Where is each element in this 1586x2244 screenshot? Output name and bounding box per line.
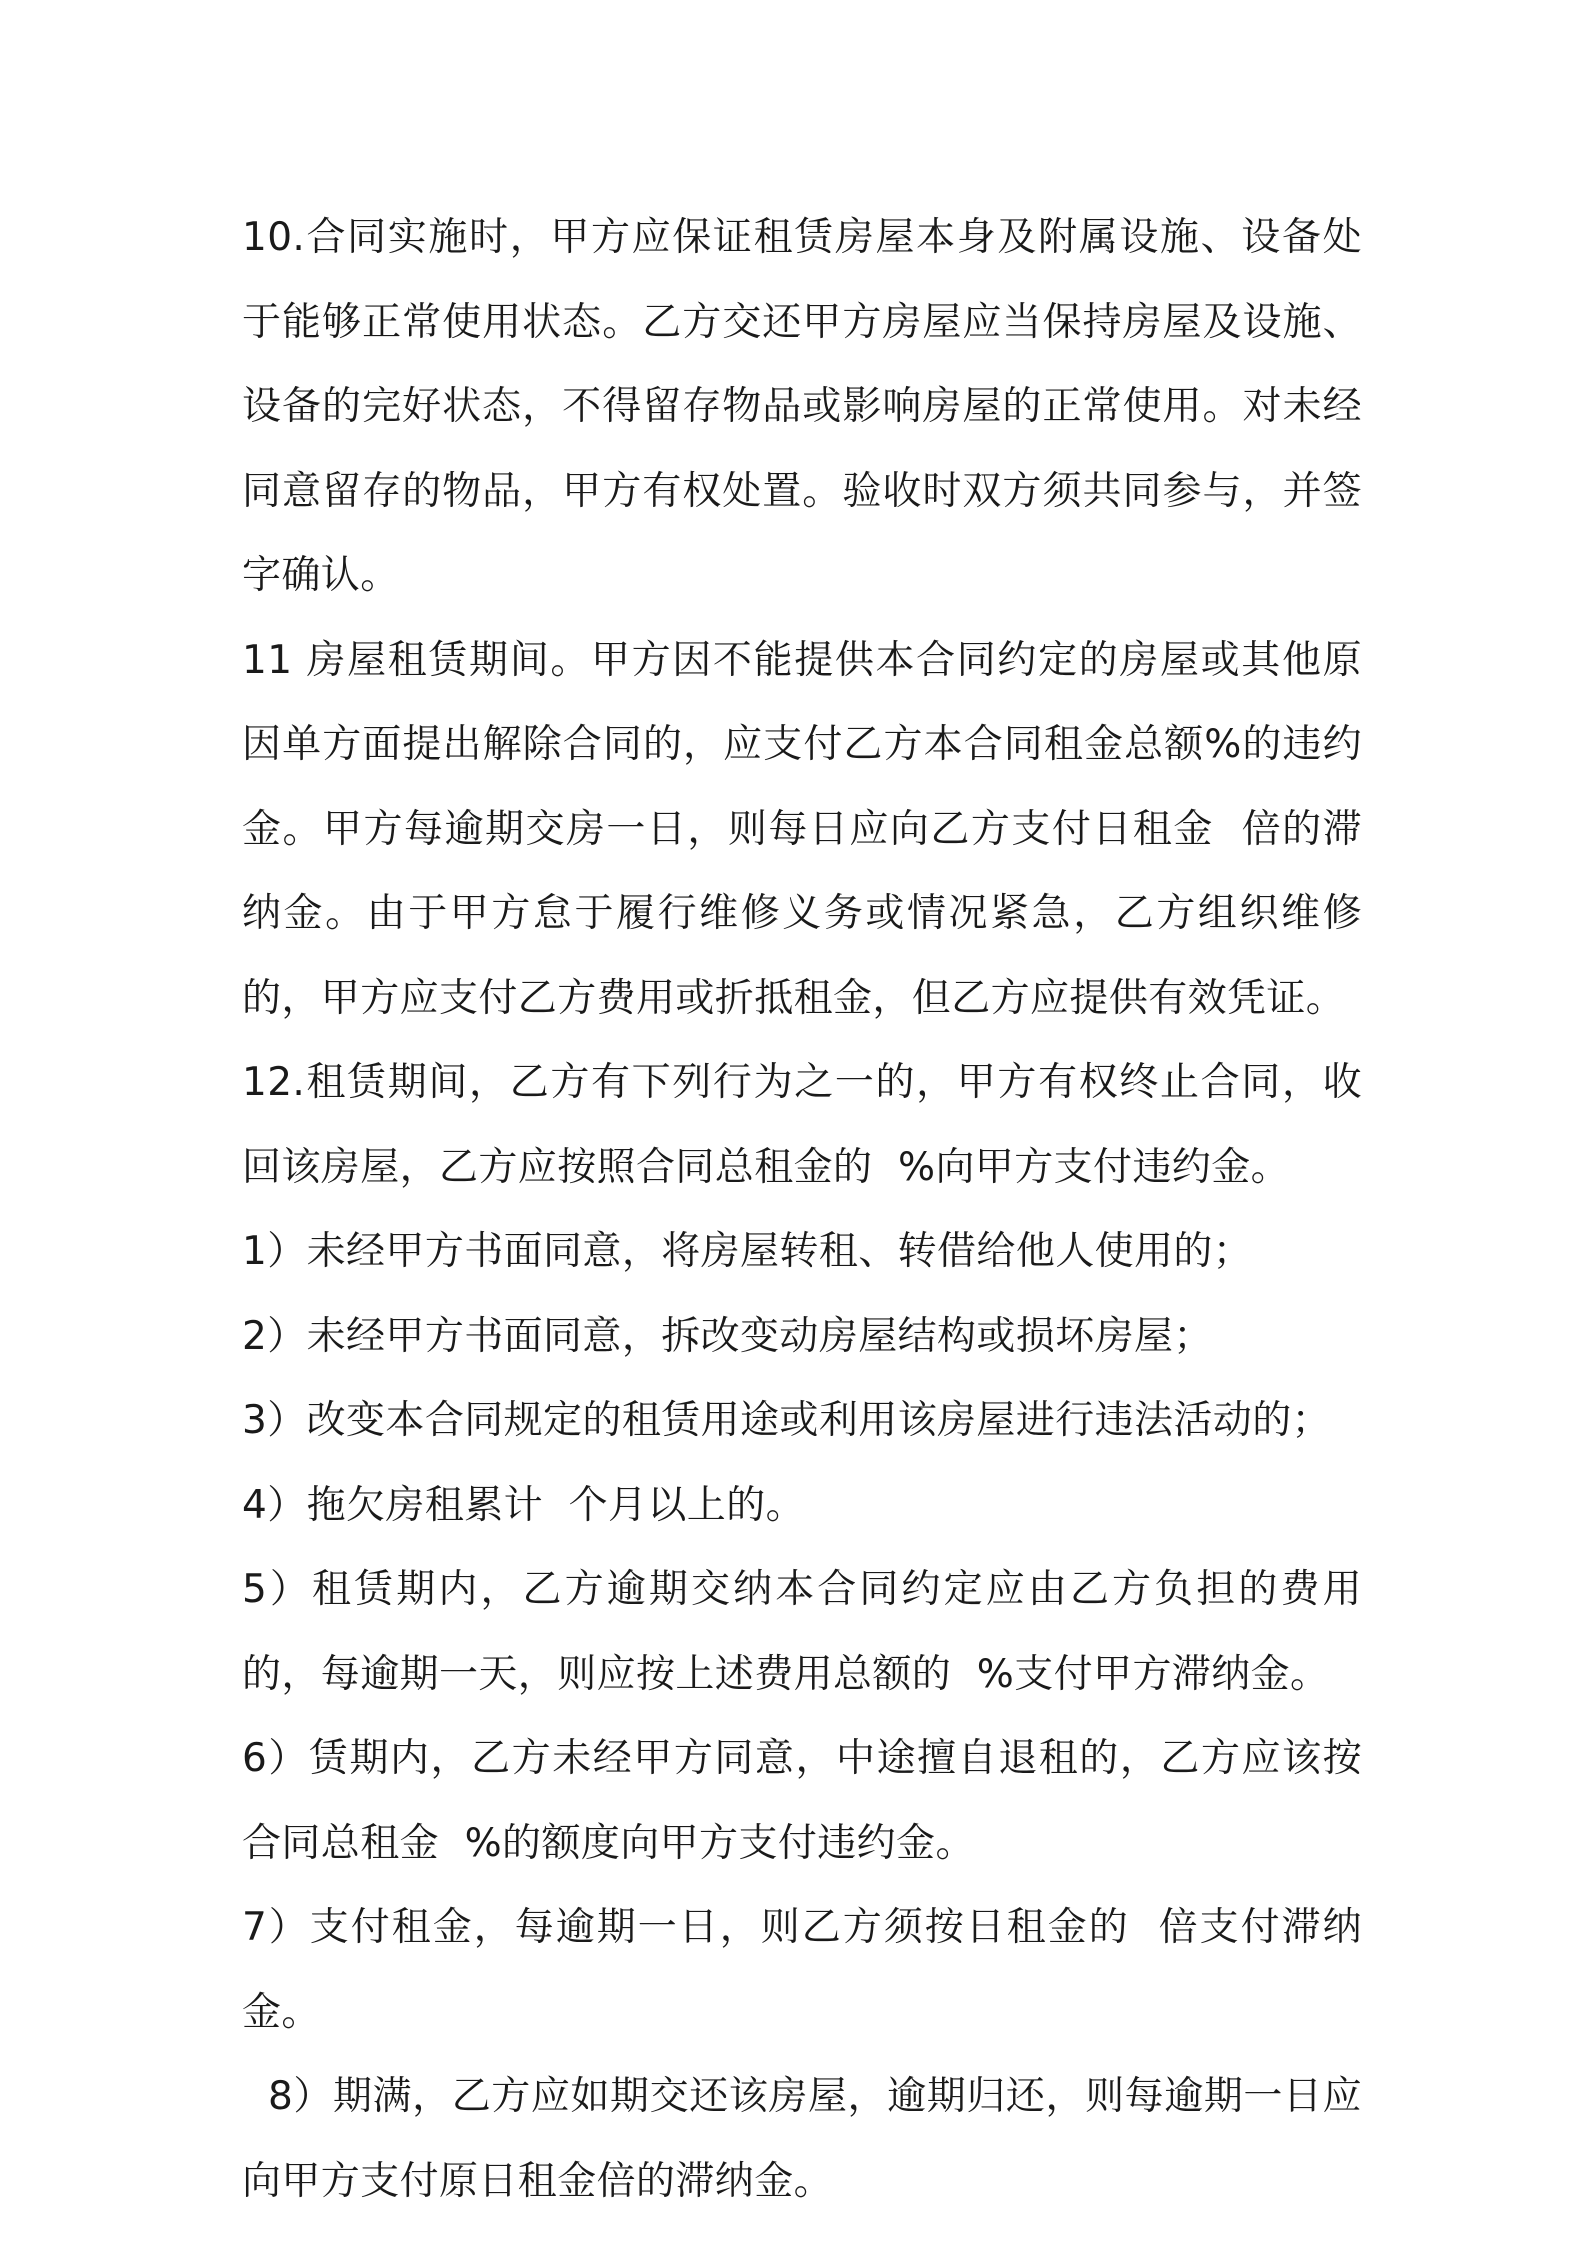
clause-12-item-5: 5）租赁期内，乙方逾期交纳本合同约定应由乙方负担的费用的，每逾期一天，则应按上述费用总额的 %支付甲方滞纳金。 (242, 1567, 1362, 1697)
document-body (242, 196, 1362, 2224)
clause-12: 12.租赁期间，乙方有下列行为之一的，甲方有权终止合同，收回该房屋，乙方应按照合同总租金的 %向甲方支付违约金。 (242, 1060, 1362, 1190)
clause-12-item-1: 1）未经甲方书面同意，将房屋转租、转借给他人使用的； (242, 1229, 1253, 1274)
clause-12-item-8: 8）期满，乙方应如期交还该房屋，逾期归还，则每逾期一日应向甲方支付原日租金倍的滞纳金。 (242, 2074, 1362, 2204)
clause-12-item-4: 4）拖欠房租累计 个月以上的。 (242, 1482, 806, 1528)
clause-12-item-7: 7）支付租金，每逾期一日，则乙方须按日租金的 倍支付滞纳金。 (242, 1905, 1362, 2035)
clause-12-item-2: 2）未经甲方书面同意，拆改变动房屋结构或损坏房屋； (242, 1313, 1213, 1359)
clause-12-item-3: 3）改变本合同规定的租赁用途或利用该房屋进行违法活动的； (242, 1398, 1332, 1443)
clause-11: 11 房屋租赁期间。甲方因不能提供本合同约定的房屋或其他原因单方面提出解除合同的，应支付乙方本合同租金总额%的违约金。甲方每逾期交房一日，则每日应向乙方支付日租金 倍的滞纳金。由于甲方怠于履行维修义务或情况紧急，乙方组织维修的，甲方应支付乙方费用或折抵租金，但乙方应提供有效凭证。 (242, 637, 1362, 1021)
clause-12-item-6: 6）赁期内，乙方未经甲方同意，中途擅自退租的，乙方应该按合同总租金 %的额度向甲方支付违约金。 (242, 1736, 1362, 1866)
clause-10: 10.合同实施时，甲方应保证租赁房屋本身及附属设施、设备处于能够正常使用状态。乙方交还甲方房屋应当保持房屋及设施、设备的完好状态，不得留存物品或影响房屋的正常使用。对未经同意留存的物品，甲方有权处置。验收时双方须共同参与，并签字确认。 (242, 215, 1362, 598)
